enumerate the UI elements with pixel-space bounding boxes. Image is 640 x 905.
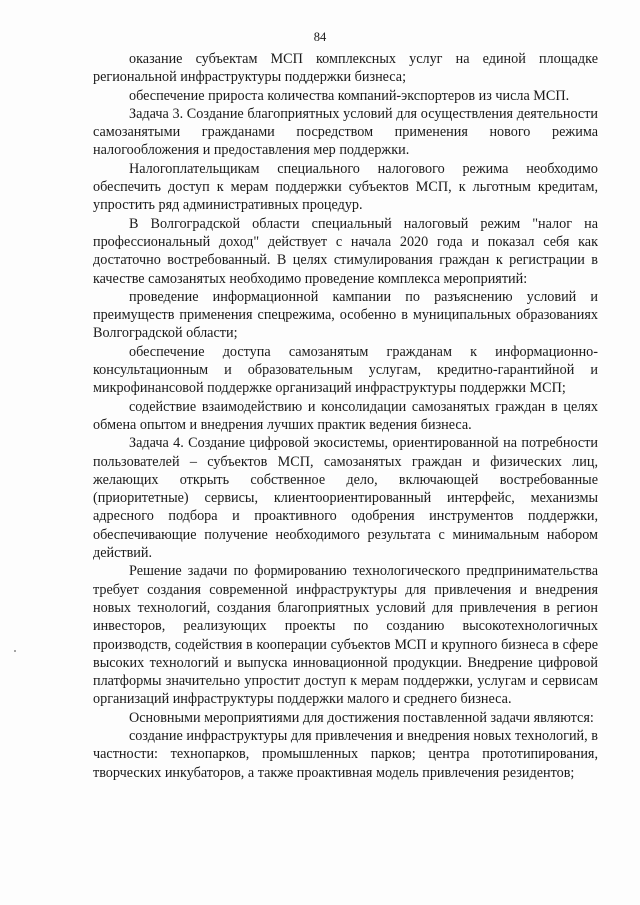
scan-speck [14,650,16,652]
document-body [93,50,598,782]
paragraph: обеспечение прироста количества компаний-экспортеров из числа МСП. [129,87,570,104]
paragraph: оказание субъектам МСП комплексных услуг на единой площадке региональной инфраструктуры поддержки бизнеса; [93,51,598,86]
page-number: 84 [313,30,327,44]
paragraph: В Волгоградской области специальный налоговый режим "налог на профессиональный доход" действует с начала 2020 года и показал себя как достаточно востребованный. В целях стимулирования граждан к регистрации в качестве самозанятых необходимо проведение комплекса мероприятий: [93,215,598,287]
paragraph: Решение задачи по формированию технологического предпринимательства требует создания современной инфраструктуры для привлечения и внедрения новых технологий, создания благоприятных условий для привлечения в регион инвесторов, реализующих проекты по созданию высокотехнологичных производств, содействия в кооперации субъектов МСП и крупного бизнеса в сфере высоких технологий и выпуска инновационной продукции. Внедрение цифровой платформы значительно упростит доступ к мерам поддержки, услугам и сервисам организаций инфраструктуры поддержки малого и среднего бизнеса. [93,563,598,708]
paragraph: проведение информационной кампании по разъяснению условий и преимуществ применения спецрежима, особенно в муниципальных образованиях Волгоградской области; [93,288,598,342]
paragraph: содействие взаимодействию и консолидации самозанятых граждан в целях обмена опытом и внедрения лучших практик ведения бизнеса. [93,398,598,433]
paragraph: Налогоплательщикам специального налогового режима необходимо обеспечить доступ к мерам поддержки субъектов МСП, к льготным кредитам, упростить ряд административных процедур. [93,160,598,214]
paragraph: Задача 3. Создание благоприятных условий для осуществления деятельности самозанятыми гражданами посредством применения нового режима налогообложения и предоставления мер поддержки. [93,105,598,159]
paragraph: Задача 4. Создание цифровой экосистемы, ориентированной на потребности пользователей – субъектов МСП, самозанятых граждан и физических лиц, желающих открыть собственное дело, включающей востребованные (приоритетные) сервисы, клиентоориентированный интерфейс, механизмы адресного подбора и проактивного одобрения инструментов поддержки, обеспечивающие получение необходимого результата с минимальным набором действий. [93,435,598,562]
paragraph: создание инфраструктуры для привлечения и внедрения новых технологий, в частности: технопарков, промышленных парков; центра прототипирования, творческих инкубаторов, а также проактивная модель привлечения резидентов; [93,727,598,781]
paragraph: Основными мероприятиями для достижения поставленной задачи являются: [129,709,594,726]
paragraph: обеспечение доступа самозанятым гражданам к информационно-консультационным и образовательным услугам, кредитно-гарантийной и микрофинансовой поддержке организаций инфраструктуры поддержки МСП; [93,343,598,397]
